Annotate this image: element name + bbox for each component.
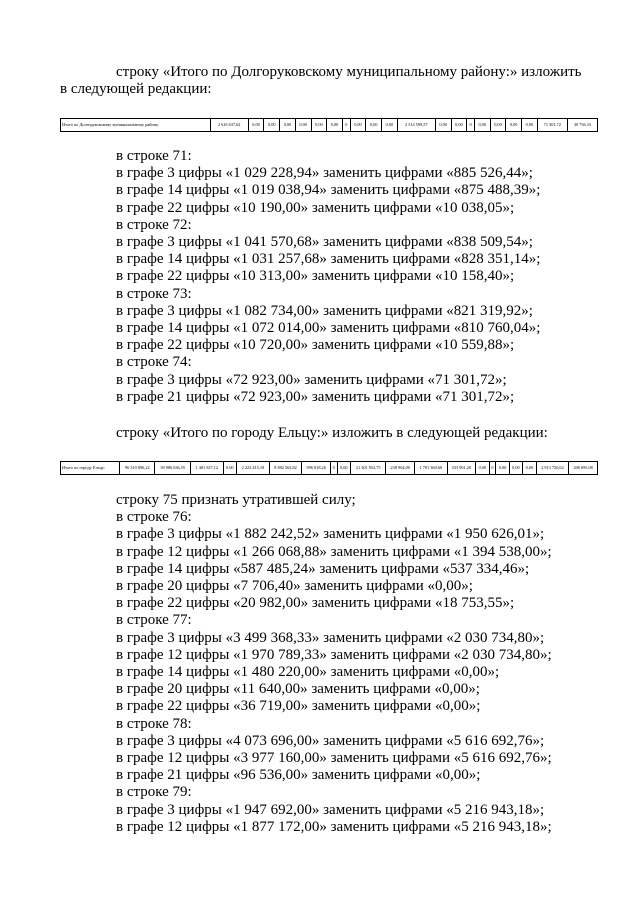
table-cell: 1 401 927,12 — [190, 462, 223, 475]
table-cell: 206 695,08 — [569, 462, 598, 475]
list-item: в строке 72: — [116, 216, 192, 233]
list-item: в графе 22 цифры «36 719,00» заменить цифрами «0,00»; — [116, 698, 481, 715]
table-cell: 0,00 — [264, 119, 280, 132]
list-item: в графе 22 цифры «20 982,00» заменить цифрами «18 753,55»; — [116, 595, 515, 612]
table-cell: 0,00 — [490, 119, 506, 132]
table-cell: 0,00 — [248, 119, 264, 132]
table-cell: 0,00 — [496, 462, 509, 475]
table-row-label: Итого по Долгоруковскому муниципальному району: — [61, 119, 211, 132]
table-cell: 30 756,33 — [567, 119, 597, 132]
intro-paragraph-1 — [60, 64, 600, 98]
list-item: в строке 71: — [116, 148, 192, 164]
table-cell: 0,00 — [474, 119, 490, 132]
list-item: в графе 14 цифры «1 031 257,68» заменить цифрами «828 351,14»; — [116, 251, 541, 268]
list-item: в графе 3 цифры «4 073 696,00» заменить цифрами «5 616 692,76»; — [116, 732, 545, 749]
list-item: в графе 14 цифры «1 019 038,94» заменить цифрами «875 488,39»; — [116, 182, 541, 199]
table-cell: 2 223 415,18 — [237, 462, 270, 475]
table-cell: 0,00 — [223, 462, 236, 475]
list-item: в графе 12 цифры «1 970 789,33» заменить цифрами «2 030 734,80»; — [116, 646, 552, 663]
list-item: в графе 20 цифры «11 640,00» заменить цифрами «0,00»; — [116, 681, 480, 698]
list-item: строку 75 признать утратившей силу; — [116, 492, 356, 508]
list-item: в графе 21 цифры «96 536,00» заменить цифрами «0,00»; — [116, 767, 481, 784]
table-cell: 0,00 — [366, 119, 382, 132]
list-item: в строке 74: — [116, 354, 192, 371]
table-cell: 0,00 — [435, 119, 451, 132]
table-cell: 0 — [342, 119, 350, 132]
list-item: в строке 73: — [116, 285, 192, 302]
intro-2-line-1: строку «Итого по городу Ельцу:» изложить в следующей редакции: — [116, 425, 548, 441]
table-cell: 0,00 — [476, 462, 489, 475]
list-item: в графе 22 цифры «10 313,00» заменить цифрами «10 158,40»; — [116, 268, 515, 285]
table-cell: 0,00 — [280, 119, 296, 132]
intro-1-line-1: строку «Итого по Долгоруковскому муниципальному району:» изложить — [116, 64, 582, 80]
table-cell: 0 — [467, 119, 475, 132]
table-cell: 0,00 — [509, 462, 522, 475]
list-item: в графе 3 цифры «72 923,00» заменить цифрами «71 301,72»; — [116, 371, 507, 388]
list-item: в строке 78: — [116, 715, 192, 732]
list-item: в графе 3 цифры «1 029 228,94» заменить цифрами «885 526,44»; — [116, 165, 533, 182]
table-cell: 96 310 896,22 — [120, 462, 155, 475]
table-cell: 0,00 — [327, 119, 343, 132]
list-item: в графе 3 цифры «1 082 734,00» заменить цифрами «821 319,92»; — [116, 302, 533, 319]
list-item: в графе 22 цифры «10 190,00» заменить цифрами «10 038,05»; — [116, 199, 515, 216]
table-row — [61, 462, 598, 475]
list-item: в строке 76: — [116, 509, 192, 526]
table-cell: 71 301,72 — [537, 119, 567, 132]
table-cell: 2 913 720,62 — [536, 462, 569, 475]
table-cell: 0 — [489, 462, 496, 475]
list-item: в строке 79: — [116, 784, 192, 801]
table-cell: 0,00 — [382, 119, 398, 132]
table-cell: 1 701 360,68 — [414, 462, 447, 475]
table-cell: 0,00 — [523, 462, 536, 475]
list-item: в графе 21 цифры «72 923,00» заменить цифрами «71 301,72»; — [116, 388, 515, 405]
table-cell: 0,00 — [451, 119, 467, 132]
list-item: в графе 14 цифры «1 480 220,00» заменить цифрами «0,00»; — [116, 664, 500, 681]
table-cell: 0,00 — [337, 462, 350, 475]
amendments-block-2 — [116, 492, 616, 836]
table-cell: 2 514 599,57 — [397, 119, 435, 132]
list-item: в графе 20 цифры «7 706,40» заменить цифрами «0,00»; — [116, 578, 473, 595]
list-item: в графе 3 цифры «3 499 368,33» заменить цифрами «2 030 734,80»; — [116, 629, 545, 646]
list-item: в строке 77: — [116, 612, 192, 629]
table-cell: 0 — [330, 462, 337, 475]
table-cell: 21 201 952,75 — [350, 462, 385, 475]
list-item: в графе 14 цифры «1 072 014,00» заменить цифрами «810 760,04»; — [116, 320, 541, 337]
total-table-yelets — [60, 461, 598, 475]
table-cell: 533 901,20 — [447, 462, 476, 475]
list-item: в графе 12 цифры «1 877 172,00» заменить цифрами «5 216 943,18»; — [116, 818, 552, 835]
table-cell: 39 986 636,55 — [155, 462, 190, 475]
table-row-label: Итого по городу Ельцу: — [61, 462, 120, 475]
table-cell: 8 882 563,82 — [269, 462, 302, 475]
list-item: в графе 3 цифры «1 882 242,52» заменить цифрами «1 950 626,01»; — [116, 526, 545, 543]
amendments-block-1 — [116, 148, 616, 406]
table-cell: 238 964,00 — [386, 462, 415, 475]
total-table-dolgorukovsky — [60, 118, 598, 132]
intro-1-line-2: в следующей редакции: — [60, 81, 212, 97]
intro-paragraph-2 — [60, 425, 600, 442]
table-cell: 0,00 — [522, 119, 538, 132]
list-item: в графе 22 цифры «10 720,00» заменить цифрами «10 559,88»; — [116, 337, 515, 354]
table-cell: 0,00 — [506, 119, 522, 132]
table-cell: 2 616 637,62 — [210, 119, 248, 132]
table-cell: 0,00 — [350, 119, 366, 132]
table-cell: 996 818,26 — [302, 462, 331, 475]
list-item: в графе 14 цифры «587 485,24» заменить цифрами «537 334,46»; — [116, 560, 530, 577]
table-row — [61, 119, 598, 132]
list-item: в графе 12 цифры «1 266 068,88» заменить цифрами «1 394 538,00»; — [116, 543, 552, 560]
list-item: в графе 12 цифры «3 977 160,00» заменить цифрами «5 616 692,76»; — [116, 750, 552, 767]
list-item: в графе 3 цифры «1 947 692,00» заменить цифрами «5 216 943,18»; — [116, 801, 545, 818]
table-cell: 0,00 — [295, 119, 311, 132]
table-cell: 0,00 — [311, 119, 327, 132]
list-item: в графе 3 цифры «1 041 570,68» заменить цифрами «838 509,54»; — [116, 234, 533, 251]
